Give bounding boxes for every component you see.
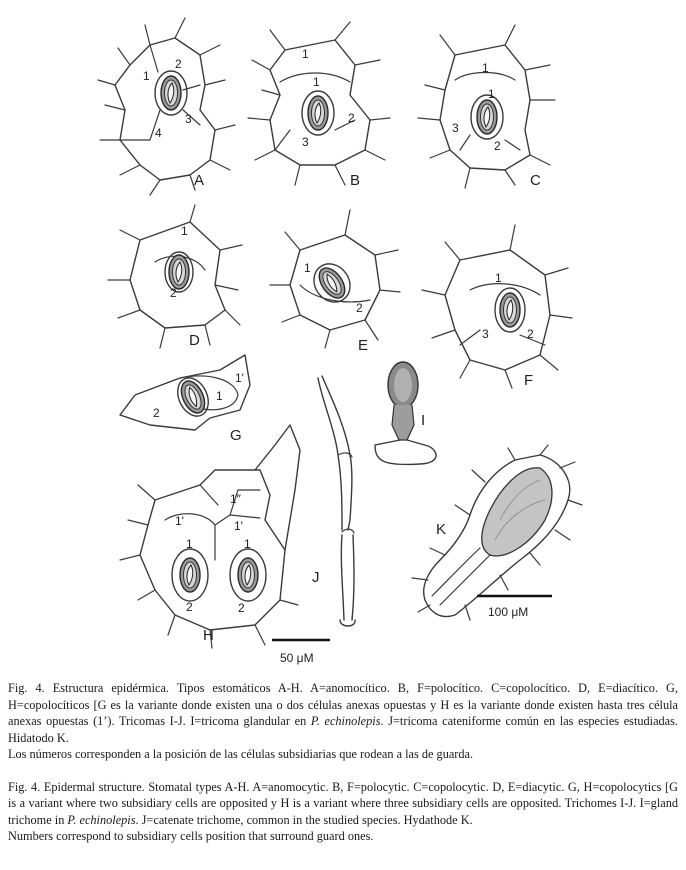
panel-h-label: H <box>203 627 214 644</box>
panel-a-num-1: 1 <box>143 69 150 83</box>
scale-bar-50-label: 50 μM <box>280 651 314 665</box>
panel-f-num-2: 2 <box>527 327 534 341</box>
panel-g-num-1: 1 <box>216 389 223 403</box>
panel-f-label: F <box>524 372 534 389</box>
panel-b-num-1a: 1 <box>302 47 309 61</box>
panel-f-num-3: 3 <box>482 327 489 341</box>
panel-b-num-3: 3 <box>302 135 309 149</box>
panel-h-num-1prime-right: 1' <box>234 519 243 533</box>
scale-bar-100 <box>477 596 552 619</box>
caption-spanish <box>8 680 678 746</box>
panel-k-hydathode <box>412 445 582 620</box>
panel-d-num-1: 1 <box>181 224 188 238</box>
scale-bar-50 <box>272 640 330 665</box>
panel-e-num-2: 2 <box>356 301 363 315</box>
panel-h-num-1prime-left: 1' <box>175 514 184 528</box>
caption-es-species: P. echinolepis <box>310 714 381 728</box>
panel-j-label: J <box>312 569 320 586</box>
panel-d-diacytic <box>108 205 242 349</box>
panel-a-num-2: 2 <box>175 57 182 71</box>
panel-f-polocytic <box>422 225 572 389</box>
caption-english <box>8 779 678 829</box>
scale-bar-100-label: 100 μM <box>488 605 529 619</box>
caption-es-text-1: Fig. 4. Estructura epidérmica. Tipos estomáticos A-H. A=anomocítico. B, F=polocítico. C=copolocítico. D, E=diacítico. G, H=copolocíticos [G es la variante donde existen una o dos células anexas opuestas y H es la variante donde existen hasta tres célula anexas opuestas (1’). Tricomas I-J. I=tricoma glandular en <box>8 681 678 728</box>
panel-b-label: B <box>350 172 361 189</box>
panel-i-gland-trichome <box>375 362 436 464</box>
panel-g-num-1prime: 1' <box>235 371 244 385</box>
panel-g-label: G <box>230 427 242 444</box>
panel-c-num-2: 2 <box>494 139 501 153</box>
panel-c-num-3: 3 <box>452 121 459 135</box>
panel-c-copolocytic <box>418 25 555 189</box>
panel-h-num-2-left: 2 <box>186 600 193 614</box>
panel-d-num-2: 2 <box>170 286 177 300</box>
caption-spanish-note: Los números corresponden a la posición de las células subsidiarias que rodean a las de guarda. <box>8 747 474 761</box>
panel-c-label: C <box>530 172 541 189</box>
panel-i-label: I <box>421 412 426 429</box>
caption-english-note: Numbers correspond to subsidiary cells position that surround guard ones. <box>8 829 374 843</box>
panel-h-num-1-left: 1 <box>186 537 193 551</box>
panel-h-num-2-right: 2 <box>238 601 245 615</box>
panel-c-num-1b: 1 <box>488 87 495 101</box>
caption-en-text-1: Fig. 4. Epidermal structure. Stomatal types A-H. A=anomocytic. B, F=polocytic. C=copolocytic. D, E=diacytic. G, H=copolocytics [G is a variant where two subsidiary cells are opposited y H is a variant where three subsidiary cells are opposited. Trichomes I-J. I=gland trichome in <box>8 779 678 827</box>
panel-c-num-1a: 1 <box>482 61 489 75</box>
caption-es-text-2: . J=tricoma cateniforme común en las especies estudiadas. Hidatodo K. <box>8 714 679 745</box>
panel-g-num-2: 2 <box>153 406 160 420</box>
panel-a-num-3: 3 <box>185 112 192 126</box>
panel-j-catenate-trichome <box>312 376 355 626</box>
panel-a-label: A <box>194 172 205 189</box>
panel-h-copolocytic-variant <box>120 425 300 648</box>
panel-e-num-1: 1 <box>304 261 311 275</box>
panel-d-label: D <box>189 332 200 349</box>
panel-e-label: E <box>358 337 369 354</box>
figure-caption <box>8 680 678 845</box>
panel-a-anomocytic <box>98 18 235 195</box>
panel-b-num-1b: 1 <box>313 75 320 89</box>
panel-b-polocytic <box>248 22 390 189</box>
panel-h-num-1doubleprime: 1″ <box>230 492 241 506</box>
panel-g-copolocytic-variant <box>120 355 250 444</box>
panel-k-label: K <box>436 521 447 538</box>
panel-e-diacytic <box>270 210 400 354</box>
caption-en-text-2: . J=catenate trichome, common in the studied species. Hydathode K. <box>135 812 473 827</box>
panel-b-num-2: 2 <box>348 111 355 125</box>
panel-a-num-4: 4 <box>155 126 162 140</box>
panel-f-num-1: 1 <box>495 271 502 285</box>
caption-en-species: P. echinolepis <box>67 812 136 827</box>
panel-h-num-1-right: 1 <box>244 537 251 551</box>
